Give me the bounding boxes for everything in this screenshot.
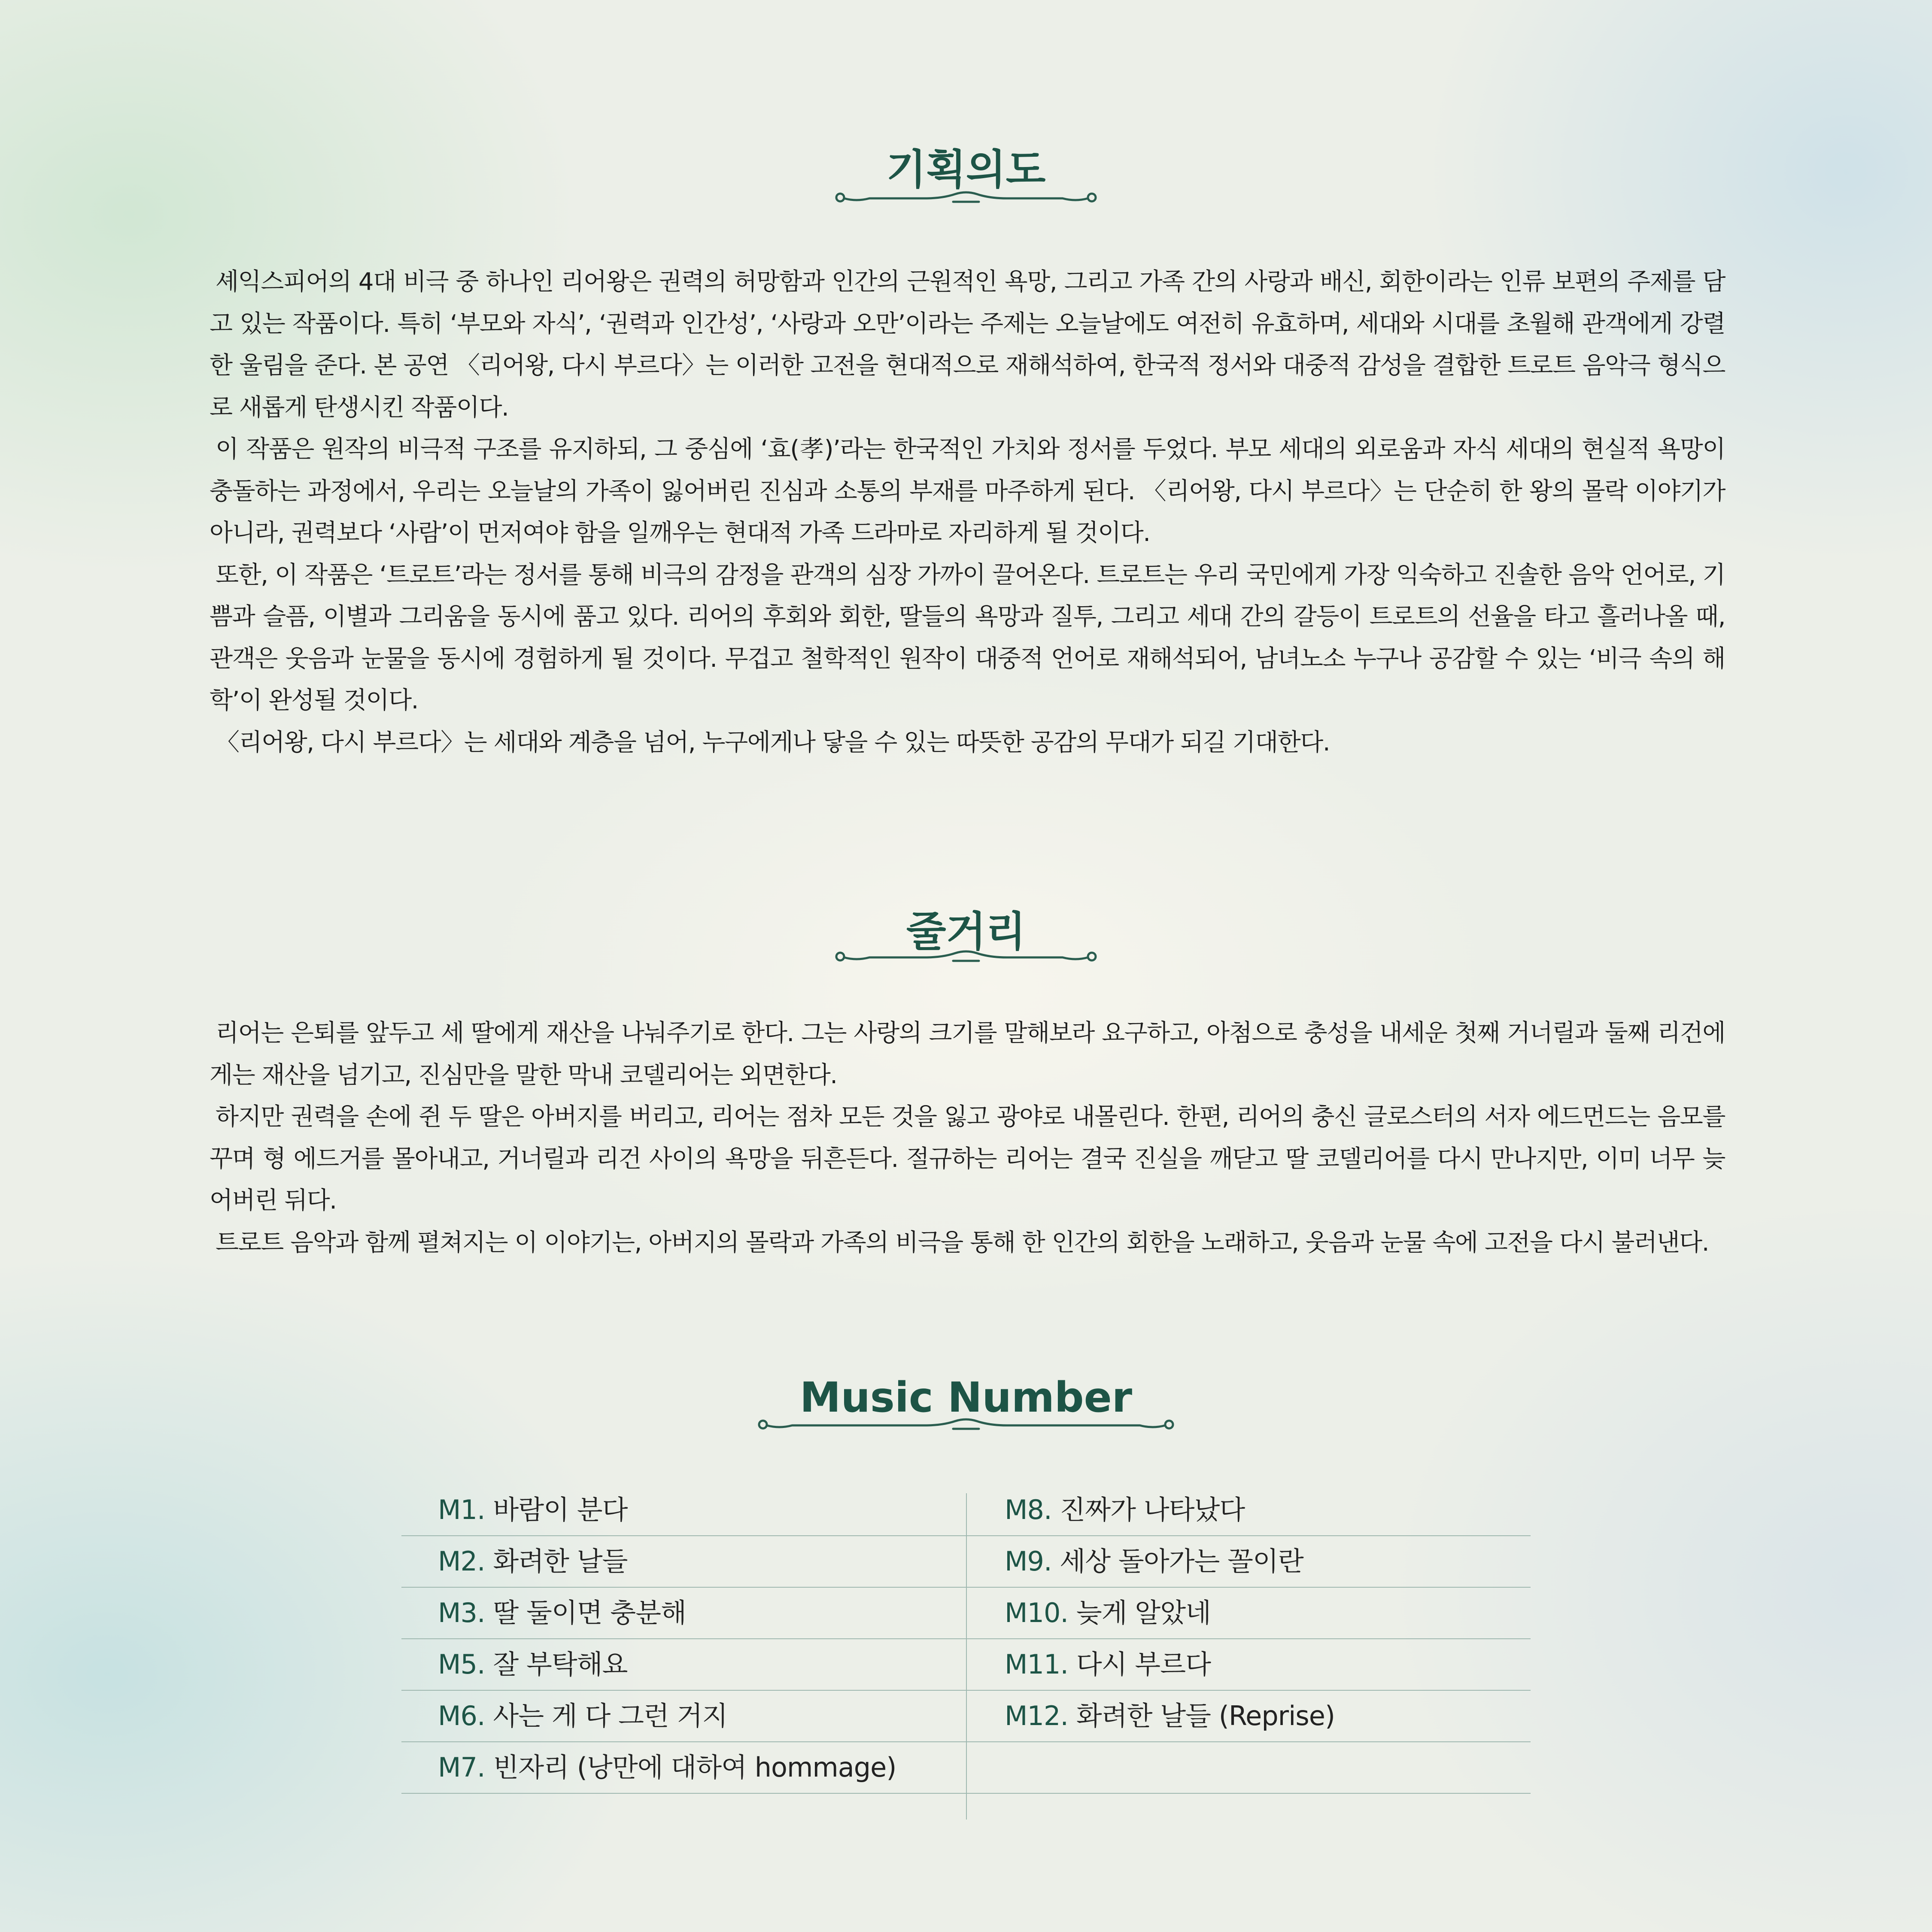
music-number: M6. bbox=[438, 1700, 485, 1732]
music-title: Music Number bbox=[799, 1373, 1133, 1422]
intent-body bbox=[210, 261, 1725, 763]
music-number: M9. bbox=[1005, 1546, 1052, 1577]
music-name: 늦게 알았네 bbox=[1076, 1597, 1211, 1628]
music-item bbox=[401, 1588, 966, 1639]
music-item bbox=[401, 1691, 966, 1742]
title-ornament bbox=[831, 189, 1101, 205]
music-number: M1. bbox=[438, 1494, 485, 1525]
synopsis-paragraph: 리어는 은퇴를 앞두고 세 딸에게 재산을 나눠주기로 한다. 그는 사랑의 크기를 말해보라 요구하고, 아첨으로 충성을 내세운 첫째 거너릴과 둘째 리건에게는 재산을 넘기고, 진심만을 말한 막내 코델리어는 외면한다. bbox=[210, 1019, 1725, 1089]
music-item bbox=[966, 1485, 1531, 1536]
music-number: M7. bbox=[438, 1752, 485, 1783]
music-item bbox=[401, 1639, 966, 1691]
music-item bbox=[966, 1536, 1531, 1588]
intent-title: 기획의도 bbox=[886, 146, 1046, 194]
music-name: 빈자리 (낭만에 대하여 hommage) bbox=[493, 1752, 896, 1783]
music-column-right bbox=[966, 1485, 1531, 1794]
music-number: M11. bbox=[1005, 1649, 1069, 1680]
music-name: 잘 부탁해요 bbox=[493, 1649, 628, 1680]
synopsis-paragraph: 트로트 음악과 함께 펼쳐지는 이 이야기는, 아버지의 몰락과 가족의 비극을 통해 한 인간의 회한을 노래하고, 웃음과 눈물 속에 고전을 다시 불러낸다. bbox=[216, 1228, 1709, 1257]
music-name: 진짜가 나타났다 bbox=[1060, 1494, 1245, 1525]
music-column-left bbox=[401, 1485, 966, 1794]
intent-paragraph: 셰익스피어의 4대 비극 중 하나인 리어왕은 권력의 허망함과 인간의 근원적인 욕망, 그리고 가족 간의 사랑과 배신, 회한이라는 인류 보편의 주제를 담고 있는 작품이다. 특히 ‘부모와 자식’, ‘권력과 인간성’, ‘사랑과 오만’이라는 주제는 오늘날에도 여전히 유효하며, 세대와 시대를 초월해 관객에게 강렬한 울림을 준다. 본 공연 〈리어왕, 다시 부르다〉는 이러한 고전을 현대적으로 재해석하여, 한국적 정서와 대중적 감성을 결합한 트로트 음악극 형식으로 새롭게 탄생시킨 작품이다. bbox=[210, 268, 1725, 422]
music-name: 화려한 날들 (Reprise) bbox=[1076, 1700, 1335, 1732]
synopsis-paragraph: 하지만 권력을 손에 쥔 두 딸은 아버지를 버리고, 리어는 점차 모든 것을 잃고 광야로 내몰린다. 한편, 리어의 충신 글로스터의 서자 에드먼드는 음모를 꾸며 형 에드거를 몰아내고, 거너릴과 리건 사이의 욕망을 뒤흔든다. 절규하는 리어는 결국 진실을 깨닫고 딸 코델리어를 다시 만나지만, 이미 너무 늦어버린 뒤다. bbox=[210, 1103, 1725, 1215]
music-name: 딸 둘이면 충분해 bbox=[493, 1597, 687, 1628]
music-item bbox=[401, 1485, 966, 1536]
music-item bbox=[401, 1536, 966, 1588]
music-item bbox=[966, 1588, 1531, 1639]
music-number: M10. bbox=[1005, 1597, 1069, 1628]
music-name: 바람이 분다 bbox=[493, 1494, 628, 1525]
music-item bbox=[401, 1742, 966, 1794]
music-number: M2. bbox=[438, 1546, 485, 1577]
synopsis-title: 줄거리 bbox=[906, 908, 1026, 956]
music-name: 다시 부르다 bbox=[1076, 1649, 1211, 1680]
music-item bbox=[966, 1691, 1531, 1742]
intent-paragraph: 〈리어왕, 다시 부르다〉는 세대와 계층을 넘어, 누구에게나 닿을 수 있는 따뜻한 공감의 무대가 되길 기대한다. bbox=[216, 728, 1330, 756]
synopsis-body bbox=[210, 1012, 1725, 1264]
title-ornament bbox=[753, 1416, 1179, 1432]
music-name: 화려한 날들 bbox=[493, 1546, 628, 1577]
music-number: M12. bbox=[1005, 1700, 1069, 1732]
intent-paragraph: 또한, 이 작품은 ‘트로트’라는 정서를 통해 비극의 감정을 관객의 심장 가까이 끌어온다. 트로트는 우리 국민에게 가장 익숙하고 진솔한 음악 언어로, 기쁨과 슬픔, 이별과 그리움을 동시에 품고 있다. 리어의 후회와 회한, 딸들의 욕망과 질투, 그리고 세대 간의 갈등이 트로트의 선율을 타고 흘러나올 때, 관객은 웃음과 눈물을 동시에 경험하게 될 것이다. 무겁고 철학적인 원작이 대중적 언어로 재해석되어, 남녀노소 누구나 공감할 수 있는 ‘비극 속의 해학’이 완성될 것이다. bbox=[210, 561, 1725, 714]
music-item-empty bbox=[966, 1742, 1531, 1794]
music-name: 사는 게 다 그런 거지 bbox=[493, 1700, 728, 1732]
music-number: M3. bbox=[438, 1597, 485, 1628]
music-number: M5. bbox=[438, 1649, 485, 1680]
music-name: 세상 돌아가는 꼴이란 bbox=[1060, 1546, 1303, 1577]
music-item bbox=[966, 1639, 1531, 1691]
music-number: M8. bbox=[1005, 1494, 1052, 1525]
title-ornament bbox=[831, 948, 1101, 964]
music-number-table bbox=[401, 1485, 1531, 1820]
intent-paragraph: 이 작품은 원작의 비극적 구조를 유지하되, 그 중심에 ‘효(孝)’라는 한국적인 가치와 정서를 두었다. 부모 세대의 외로움과 자식 세대의 현실적 욕망이 충돌하는 과정에서, 우리는 오늘날의 가족이 잃어버린 진심과 소통의 부재를 마주하게 된다. 〈리어왕, 다시 부르다〉는 단순히 한 왕의 몰락 이야기가 아니라, 권력보다 ‘사람’이 먼저여야 함을 일깨우는 현대적 가족 드라마로 자리하게 될 것이다. bbox=[210, 435, 1725, 547]
